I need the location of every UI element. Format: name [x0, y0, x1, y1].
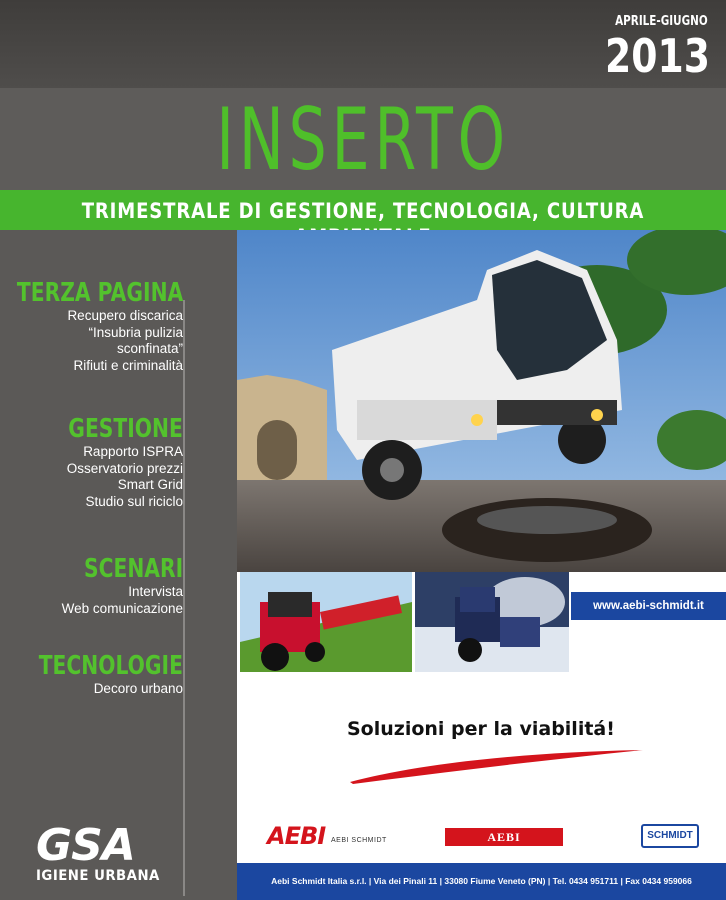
section-item: Rapporto ISPRA: [83, 444, 183, 459]
tractor-mower-photo: [240, 572, 412, 672]
schmidt-logo: SCHMIDT: [641, 824, 699, 848]
section-scenari: [56, 554, 183, 617]
section-item: Intervista: [128, 584, 183, 599]
section-tecnologie: [0, 651, 183, 698]
website-link[interactable]: www.aebi-schmidt.it: [571, 592, 726, 620]
issue-year: 2013: [605, 29, 710, 83]
section-item: “Insubria pulizia: [88, 324, 183, 340]
advertisement: [237, 230, 726, 900]
section-item: Recupero discarica: [67, 308, 183, 323]
issue-period: APRILE-GIUGNO: [615, 14, 708, 29]
contents-divider: [183, 300, 185, 896]
red-swoosh: [345, 742, 645, 784]
section-gestione: [36, 414, 183, 510]
section-item: Decoro urbano: [93, 681, 183, 696]
section-item: Studio sul riciclo: [85, 493, 183, 509]
ad-contact-footer: Aebi Schmidt Italia s.r.l. | Via dei Pinali 11 | 33080 Fiume Veneto (PN) | Tel. 0434 951711 | Fax 0434 959066: [237, 863, 726, 900]
section-item: Rifiuti e criminalità: [73, 357, 183, 373]
section-title: TERZA PAGINA: [16, 278, 183, 308]
section-title: TECNOLOGIE: [38, 651, 183, 681]
section-item: sconfinata”: [116, 341, 183, 356]
logo-main-text: GSA: [36, 820, 135, 871]
aebi-schmidt-text: AEBI SCHMIDT: [331, 837, 387, 844]
section-item: Smart Grid: [117, 477, 183, 492]
ad-slogan: Soluzioni per la viabilitá!: [347, 718, 615, 740]
gsa-logo: [36, 820, 166, 884]
snow-blower-photo: [415, 572, 569, 672]
street-sweeper-photo: [237, 230, 726, 572]
section-terza-pagina: [0, 278, 183, 374]
aebi-logo: AEBI: [445, 828, 563, 846]
aebi-schmidt-logo: [267, 822, 397, 852]
section-title: SCENARI: [83, 554, 183, 584]
section-item: Web comunicazione: [61, 600, 183, 616]
magazine-title: INSERTO: [216, 90, 510, 190]
section-title: GESTIONE: [68, 414, 183, 444]
aebi-mark: AEBI: [267, 822, 326, 850]
logo-sub-text: IGIENE URBANA: [36, 868, 160, 884]
section-item: Osservatorio prezzi: [66, 460, 183, 476]
magazine-subtitle: TRIMESTRALE DI GESTIONE, TECNOLOGIA, CULTURA: [81, 199, 645, 223]
